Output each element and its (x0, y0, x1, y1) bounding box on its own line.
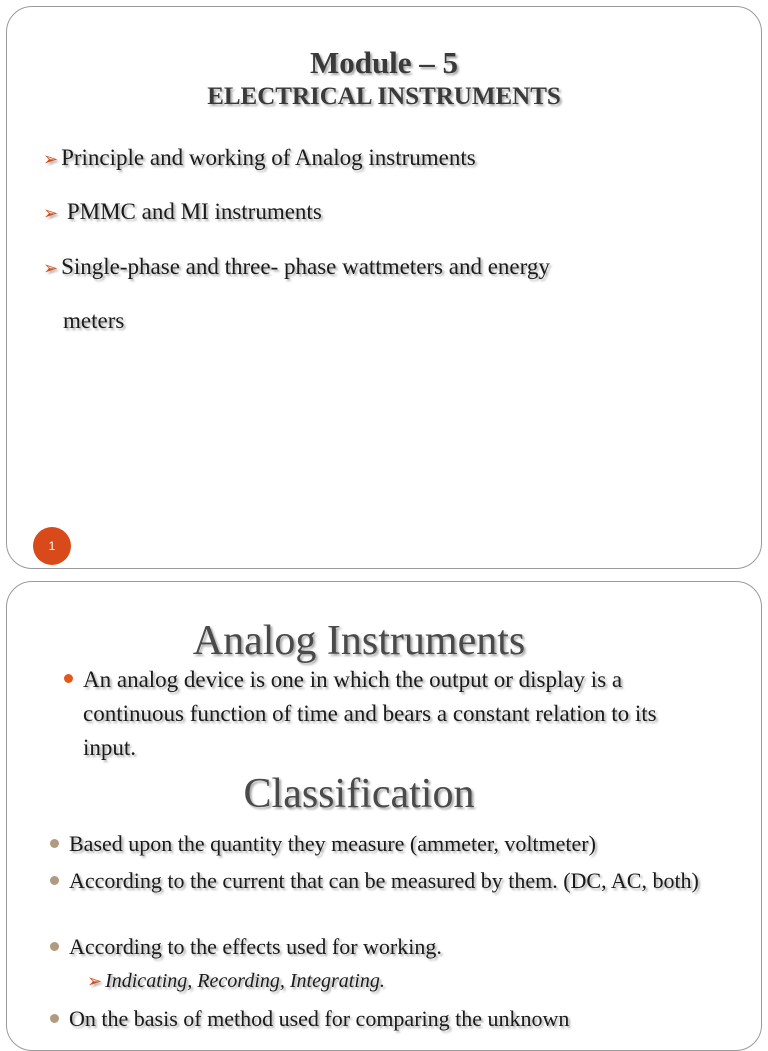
arrow-bullet-icon: ➢ (87, 971, 103, 991)
list-item: According to the effects used for working. (69, 934, 442, 959)
bullet-item (43, 199, 322, 225)
bullet-text: Principle and working of Analog instruments (61, 145, 476, 170)
list-item: On the basis of method used for comparing the unknown (69, 1006, 570, 1031)
section-heading: Classification (243, 771, 475, 817)
bullet-item (43, 254, 550, 280)
arrow-bullet-icon: ➢ (43, 203, 59, 223)
arrow-bullet-icon: ➢ (43, 149, 59, 169)
sub-item-text: Indicating, Recording, Integrating. (105, 970, 385, 992)
sub-list-item (87, 970, 385, 993)
bullet-text: PMMC and MI instruments (61, 199, 322, 224)
bullet-dot-icon (64, 674, 73, 683)
module-title: Module – 5 (309, 45, 459, 80)
slide-title: Analog Instruments (192, 618, 526, 664)
module-subtitle: ELECTRICAL INSTRUMENTS (207, 83, 561, 110)
slide-2 (6, 581, 762, 1051)
list-item: According to the current that can be measured by them. (DC, AC, both) (69, 868, 699, 893)
bullet-continuation: meters (63, 308, 125, 333)
bullet-dot-icon (50, 876, 59, 885)
list-item: Based upon the quantity they measure (ammeter, voltmeter) (69, 831, 596, 856)
bullet-item (43, 145, 476, 171)
intro-paragraph: An analog device is one in which the output or display is a continuous function of time and bears a constant relation to its input. (83, 667, 657, 760)
arrow-bullet-icon: ➢ (43, 258, 59, 278)
page-number-badge: 1 (33, 527, 71, 565)
bullet-dot-icon (50, 1014, 59, 1023)
bullet-text: Single-phase and three- phase wattmeters and energy (61, 254, 550, 279)
slide-1 (6, 6, 762, 569)
bullet-dot-icon (50, 839, 59, 848)
bullet-dot-icon (50, 942, 59, 951)
